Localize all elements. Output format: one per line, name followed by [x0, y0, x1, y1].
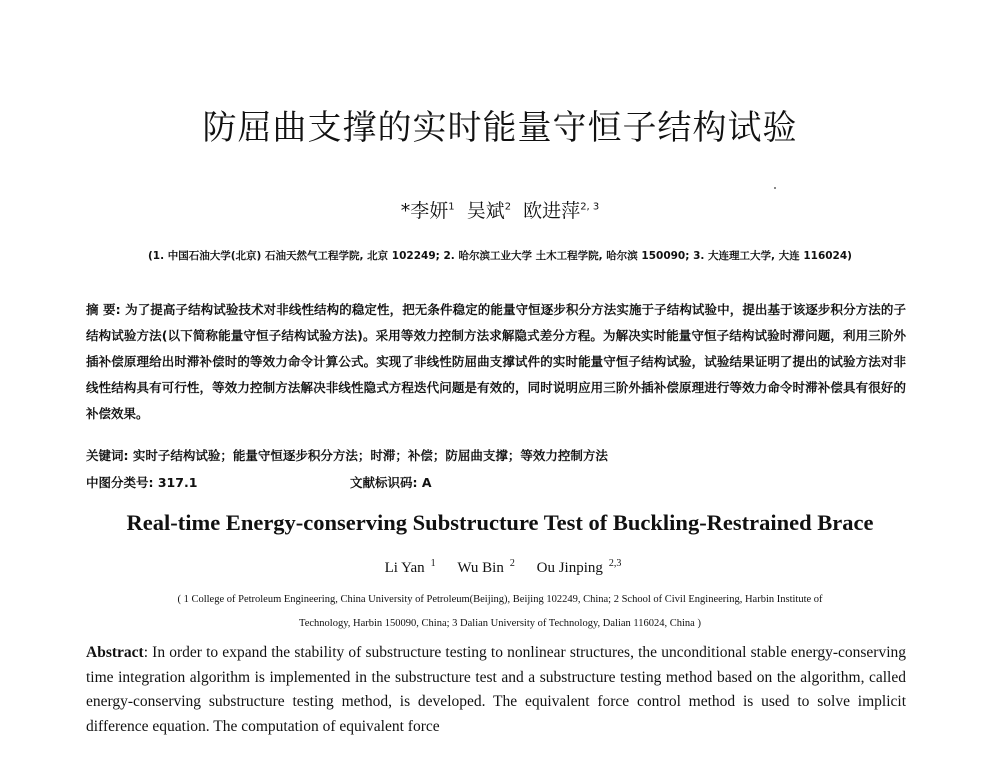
keywords-text-cn: 实时子结构试验；能量守恒逐步积分方法；时滞；补偿；防屈曲支撑；等效力控制方法 [132, 448, 608, 463]
author-en: Ou Jinping $^{2,3}$ [536, 558, 622, 576]
authors-chinese [0, 196, 1000, 223]
scan-speck [774, 187, 776, 189]
class-label: 中图分类号: [86, 475, 154, 490]
author-cn: 欧进萍$^{2, 3}$ [523, 200, 600, 222]
class-value: 317.1 [157, 475, 198, 490]
abstract-text-en: : In order to expand the stability of substructure testing to nonlinear structures, the unconditional stable energy-conserving time integration algorithm is implemented in the substructure test and a substructure testing method based on the algorithm, called energy-conserving substructure testing method, is developed. The equivalent force control method is used to solve implicit difference equation. The computation of equivalent force [86, 644, 906, 735]
abstract-chinese [86, 297, 906, 427]
author-en: Wu Bin $^2$ [457, 558, 515, 576]
keywords-label-cn: 关键词: [86, 448, 129, 463]
title-chinese: 防屈曲支撑的实时能量守恒子结构试验 [202, 108, 798, 148]
abstract-label-cn: 摘 要: [86, 302, 121, 317]
keywords-chinese [86, 446, 906, 464]
author-cn: 吴斌$^2$ [466, 200, 512, 222]
affiliation-english [100, 588, 900, 636]
abstract-label-en: Abstract [86, 644, 144, 661]
abstract-english [86, 641, 906, 739]
author-cn: *李妍$^1$ [400, 200, 455, 222]
doc-code [350, 473, 432, 491]
title-english: Real-time Energy-conserving Substructure Test of Buckling-Restrained Brace [126, 510, 874, 535]
affiliation-en-line: Technology, Harbin 150090, China; 3 Dalian University of Technology, Dalian 116024, China ) [299, 618, 701, 629]
affiliation-chinese: (1. 中国石油大学(北京) 石油天然气工程学院, 北京 102249; 2. 哈尔滨工业大学 土木工程学院, 哈尔滨 150090; 3. 大连理工大学, 大连 116024) [148, 250, 852, 262]
doc-code-value: A [421, 475, 432, 490]
classification-chinese [86, 473, 906, 491]
author-en: Li Yan $^1$ [384, 558, 436, 576]
authors-english [0, 558, 1000, 577]
abstract-text-cn: 为了提高子结构试验技术对非线性结构的稳定性，把无条件稳定的能量守恒逐步积分方法实施于子结构试验中，提出基于该逐步积分方法的子结构试验方法(以下简称能量守恒子结构试验方法)。采用等效力控制方法求解隐式差分方程。为解决实时能量守恒子结构试验时滞问题，利用三阶外插补偿原理给出时滞补偿时的等效力命令计算公式。实现了非线性防屈曲支撑试件的实时能量守恒子结构试验，试验结果证明了提出的试验方法对非线性结构具有可行性，等效力控制方法解决非线性隐式方程迭代问题是有效的，同时说明应用三阶外插补偿原理进行等效力命令时滞补偿具有很好的补偿效果。 [86, 302, 906, 421]
doc-code-label: 文献标识码: [350, 475, 418, 490]
affiliation-en-line: ( 1 College of Petroleum Engineering, China University of Petroleum(Beijing), Beijing 102249, China; 2 School of Civil Engineering, Harbin Institute of [177, 594, 823, 605]
